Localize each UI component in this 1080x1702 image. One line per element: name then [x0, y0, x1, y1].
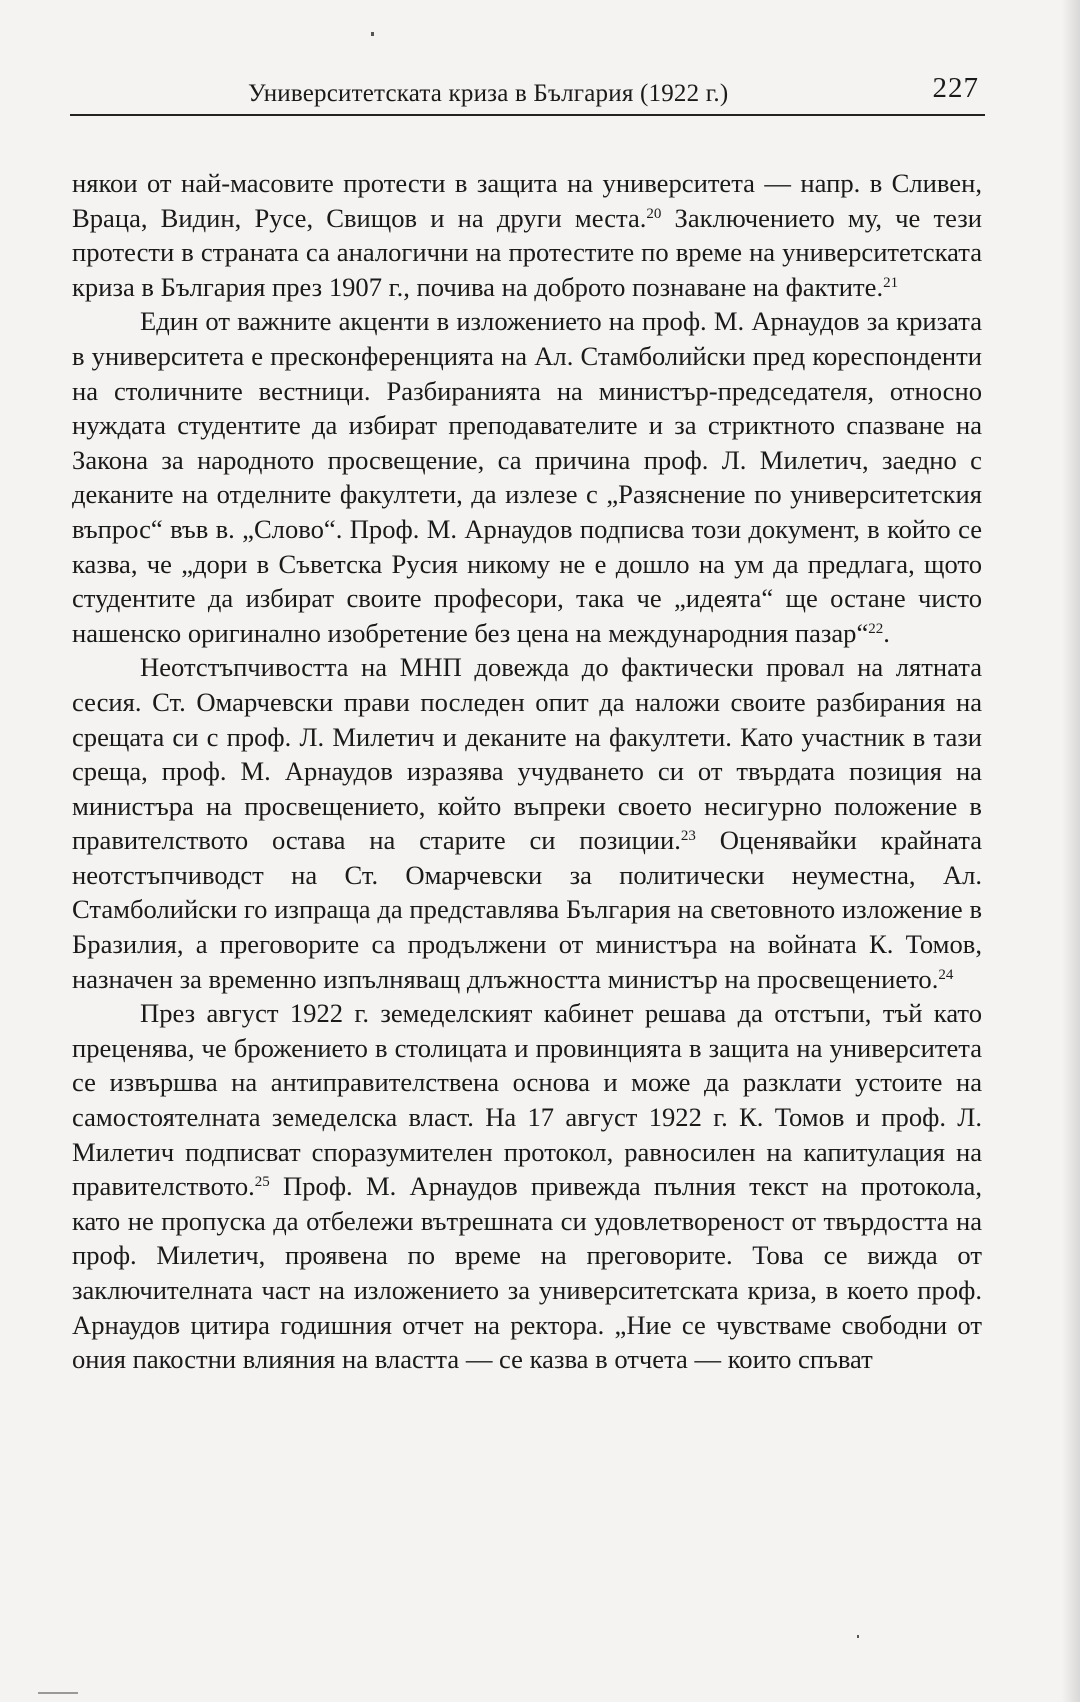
- footnote-ref: 20: [646, 205, 662, 222]
- footnote-ref: 22: [868, 620, 884, 637]
- scan-speck: [371, 32, 374, 36]
- scan-speck: [38, 1692, 78, 1694]
- paragraph: [72, 304, 982, 650]
- page-edge-shadow: [1062, 0, 1080, 1702]
- footnote-ref: 25: [254, 1174, 270, 1191]
- text-run: някои от най-масовите протести в защита на университета — напр. в Сливен, Враца, Видин, Русе, Свищов и на други места.: [72, 168, 982, 233]
- text-run: През август 1922 г. земеделският кабинет решава да отстъпи, тъй като преценява, че брожението в столицата и провинцията в защита на университета се извършва на антиправителствена основа и може да разклати устоите на самостоятелната земеделска власт. На 17 август 1922 г. К. Томов и проф. Л. Милетич подписват споразумителен протокол, равносилен на капитулация на правителството.: [72, 998, 982, 1202]
- paragraph: [72, 166, 982, 304]
- text-run: Неотстъпчивостта на МНП довежда до фактически провал на лятната сесия. Ст. Омарчевски прави последен опит да наложи своите разбирания на срещата си с проф. Л. Милетич и деканите на факултети. Като участник в тази среща, проф. М. Арнаудов изразява учудването си от твърдата позиция на министъра на просвещението, който въпреки своето несигурно положение в правителството остава на старите си позиции.: [72, 652, 982, 856]
- footnote-ref: 21: [883, 274, 899, 291]
- footnote-ref: 24: [938, 966, 954, 983]
- running-title: Университетската криза в България (1922 г.): [248, 80, 729, 107]
- text-run: Проф. М. Арнаудов привежда пълния текст на протокола, като не пропуска да отбележи вътрешната си удовлетвореност от твърдостта на проф. Милетич, проявена по време на преговорите. Това се вижда от заключителната част на изложението за университетската криза, в което проф. Арнаудов цитира годишния отчет на ректора. „Ние се чувстваме свободни от ония пакостни влияния на властта — се казва в отчета — които спъват: [72, 1171, 982, 1375]
- header-rule: [70, 114, 985, 116]
- footnote-ref: 23: [680, 828, 696, 845]
- page-number: 227: [932, 72, 979, 104]
- paragraph: [72, 650, 982, 996]
- running-header: [70, 68, 985, 118]
- text-run: Заключението му, че тези протести в страната са аналогични на протестите по време на университетската криза в България през 1907 г., почива на доброто познаване на фактите.: [72, 202, 982, 302]
- text-run: Оценявайки крайната неотстъпчиводст на Ст. Омарчевски за политически неуместна, Ал. Стамболийски го изпраща да представлява България на световното изложение в Бразилия, а преговорите са продължени от министъра на войната К. Томов, назначен за временно изпълняващ длъжността министър на просвещението.: [72, 825, 982, 994]
- body-text: [72, 166, 982, 1377]
- text-run: Един от важните акценти в изложението на проф. М. Арнаудов за кризата в университета е пресконференцията на Ал. Стамболийски пред кореспонденти на столичните вестници. Разбиранията на министър-председателя, относно нуждата студентите да избират преподавателите и за стриктното спазване на Закона за народното просвещение, са причина проф. Л. Милетич, заедно с деканите на отделните факултети, да излезе с „Разяснение по университетския въпрос“ във в. „Слово“. Проф. М. Арнаудов подписва този документ, в който се казва, че „дори в Съветска Русия никому не е дошло на ум да предлага, щото студентите да избират своите професори, така че „идеята“ ще остане чисто нашенско оригинално изобретение без цена на международния пазар“: [72, 306, 982, 648]
- paragraph: [72, 996, 982, 1377]
- text-run: .: [883, 617, 890, 648]
- scan-speck: [857, 1635, 859, 1638]
